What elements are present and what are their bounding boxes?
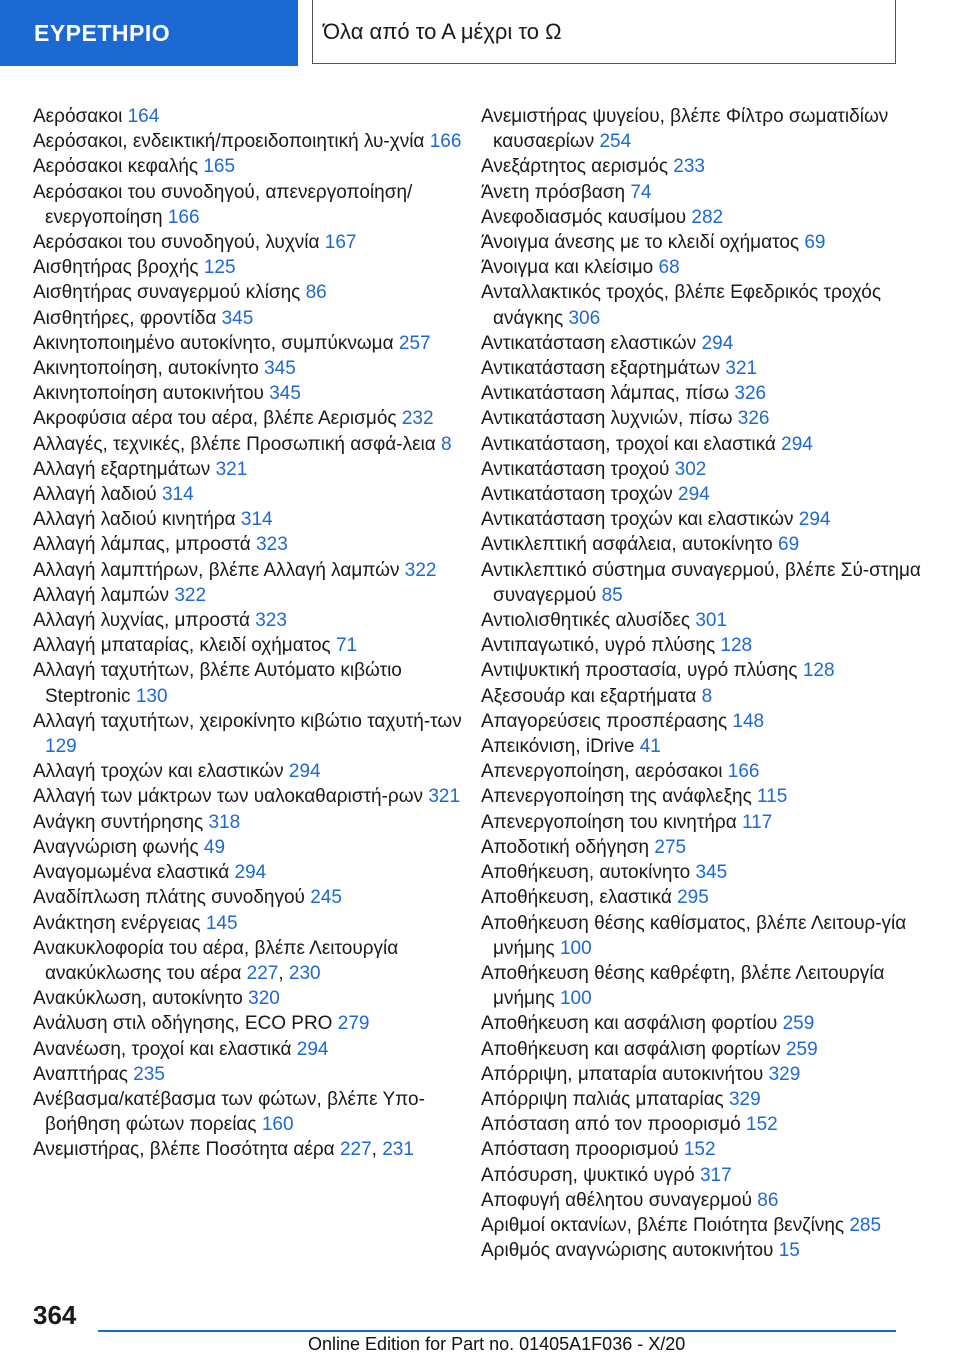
index-entry [33,532,473,557]
index-entry [481,911,921,961]
index-term: Αποθήκευση θέσης καθρέφτη, βλέπε Λειτουργία μνήμης [481,962,885,1010]
index-entry [481,734,921,759]
index-entry [33,432,473,457]
page-link[interactable]: 301 [695,610,728,632]
page-link[interactable]: 345 [221,307,254,329]
page-link[interactable]: 232 [401,408,434,430]
index-term: Αποθήκευση, ελαστικά [481,887,678,909]
index-entry [481,432,921,457]
page-link[interactable]: 235 [133,1063,165,1085]
index-term: Αντικλεπτική ασφάλεια, αυτοκίνητο [481,534,779,556]
index-term: Απενεργοποίηση, αερόσακοι [481,761,728,783]
index-entry [481,381,921,406]
page-link[interactable]: 279 [337,1013,370,1035]
index-term: Ακινητοποίηση, αυτοκίνητο [33,358,265,380]
index-entry [33,633,473,658]
index-entry [33,1011,473,1036]
page-link[interactable]: 68 [658,257,680,279]
index-term: Αερόσακοι κεφαλής [33,156,204,178]
index-term: Αλλαγή εξαρτημάτων [33,458,216,480]
page-link[interactable]: 257 [398,332,431,354]
index-term: Αντικατάσταση εξαρτημάτων [481,358,726,380]
index-entry [481,230,921,255]
page-link[interactable]: 69 [778,534,800,556]
index-term: Αλλαγή λαμπτήρων, βλέπε Αλλαγή λαμπών [33,559,405,581]
index-term: Αξεσουάρ και εξαρτήματα [481,685,702,707]
index-term: Αισθητήρας συναγερμού κλίσης [33,282,306,304]
page-link[interactable]: 306 [568,307,601,329]
index-term: Απόρριψη, μπαταρία αυτοκινήτου [481,1063,769,1085]
index-entry [481,154,921,179]
index-entry [33,835,473,860]
index-entry [481,280,921,330]
page-link[interactable]: 166 [727,761,760,783]
index-entry [33,885,473,910]
index-term: Αλλαγή λαδιού [33,484,162,506]
page-link[interactable]: 345 [264,358,296,380]
page-link[interactable]: 323 [256,534,288,556]
page-link[interactable]: 41 [639,736,661,758]
index-entry [33,255,473,280]
page-link[interactable]: 314 [240,509,273,531]
page-link[interactable]: 152 [683,1139,716,1161]
index-term: Αριθμοί οκτανίων, βλέπε Ποιότητα βενζίνης [481,1214,850,1236]
page-link[interactable]: 318 [208,811,241,833]
index-term: Αλλαγή των μάκτρων των υαλοκαθαριστή‐ρων [33,786,429,808]
index-term: Αποθήκευση και ασφάλιση φορτίου [481,1013,783,1035]
page-link[interactable]: 245 [310,887,342,909]
index-entry [33,381,473,406]
index-entry [481,406,921,431]
index-term: Αλλαγή μπαταρίας, κλειδί οχήματος [33,635,336,657]
index-entry [33,784,473,809]
index-entry [481,104,921,154]
page-link[interactable]: 8 [701,685,713,707]
page-link[interactable]: 167 [324,232,357,254]
page-link[interactable]: 230 [288,962,321,984]
index-entry [33,457,473,482]
page-link[interactable]: 86 [757,1189,779,1211]
index-entry [33,306,473,331]
index-entry [33,911,473,936]
page-link[interactable]: 166 [429,131,462,153]
index-entry [33,709,473,759]
page-link[interactable]: 259 [782,1013,815,1035]
index-term: Απόσταση από τον προορισμό [481,1114,746,1136]
page-separator: , [371,1139,383,1161]
index-term: Αλλαγές, τεχνικές, βλέπε Προσωπική ασφά‐λεια [33,433,442,455]
index-entry [33,583,473,608]
index-entry [33,810,473,835]
index-term: Αντιπαγωτικό, υγρό πλύσης [481,635,721,657]
index-entry [481,1087,921,1112]
page-link[interactable]: 326 [734,383,767,405]
page-link[interactable]: 345 [269,383,301,405]
index-entry [481,356,921,381]
index-term: Αντιολισθητικές αλυσίδες [481,610,696,632]
index-term: Αναπτήρας [33,1063,134,1085]
page-link[interactable]: 227 [246,962,279,984]
index-entry [33,356,473,381]
index-entry [33,1062,473,1087]
page-link[interactable]: 294 [798,509,831,531]
index-term: Αριθμός αναγνώρισης αυτοκινήτου [481,1240,779,1262]
index-term: Απενεργοποίηση της ανάφλεξης [481,786,758,808]
index-entry [33,658,473,708]
index-term: Άνοιγμα άνεσης με το κλειδί οχήματος [481,232,805,254]
index-term: Αντικατάσταση λάμπας, πίσω [481,383,735,405]
page-link[interactable]: 329 [728,1088,761,1110]
index-entry [33,936,473,986]
index-entry [481,810,921,835]
page-link[interactable]: 231 [382,1139,414,1161]
page-link[interactable]: 326 [737,408,770,430]
index-entry [481,684,921,709]
index-entry [481,205,921,230]
page-link[interactable]: 130 [135,685,168,707]
index-entry [481,633,921,658]
index-term: Αντικατάσταση ελαστικών [481,332,702,354]
index-term: Ανακυκλοφορία του αέρα, βλέπε Λειτουργία ανακύκλωσης του αέρα [33,937,399,984]
index-term: Αερόσακοι [33,106,128,127]
index-term: Αντιψυκτική προστασία, υγρό πλύσης [481,660,803,682]
index-entry [33,1137,473,1162]
page-link[interactable]: 254 [599,131,632,153]
page-link[interactable]: 166 [167,206,200,228]
page-link[interactable]: 294 [701,332,734,354]
index-entry [481,1238,921,1263]
index-entry [33,1087,473,1137]
page-link[interactable]: 323 [255,610,287,632]
page-link[interactable]: 227 [339,1139,372,1161]
page-link[interactable]: 321 [215,458,248,480]
page-link[interactable]: 317 [699,1164,732,1186]
page-number: 364 [33,1300,77,1330]
index-term: Αισθητήρας βροχής [33,257,204,279]
index-term: Απόσταση προορισμού [481,1139,684,1161]
index-entry [481,331,921,356]
page-link[interactable]: 294 [234,862,267,884]
index-entry [481,180,921,205]
index-term: Αντικατάσταση τροχού [481,458,675,480]
index-term: Αντικατάσταση τροχών και ελαστικών [481,509,799,531]
page-link[interactable]: 314 [161,484,194,506]
page-link[interactable]: 275 [654,836,687,858]
index-term: Αερόσακοι, ενδεικτική/προειδοποιητική λυ‐χνία [33,131,430,153]
index-entry [33,507,473,532]
index-entry [481,1188,921,1213]
index-term: Απενεργοποίηση του κινητήρα [481,811,742,833]
index-term: Αναγνώριση φωνής [33,836,204,858]
page-link[interactable]: 329 [768,1063,801,1085]
index-term: Αποδοτική οδήγηση [481,836,655,858]
index-entry [33,129,473,154]
index-term: Απαγορεύσεις προσπέρασης [481,710,733,732]
index-entry [33,230,473,255]
index-term: Ανεμιστήρας, βλέπε Ποσότητα αέρα [33,1139,340,1161]
index-term: Αερόσακοι του συνοδηγού, λυχνία [33,232,325,254]
index-entry [481,1011,921,1036]
index-entry [481,507,921,532]
page-link[interactable]: 74 [630,181,652,203]
index-term: Αλλαγή λαμπών [33,584,175,606]
index-entry [33,280,473,305]
page-link[interactable]: 145 [205,912,238,934]
index-entry [481,1163,921,1188]
index-term: Αναδίπλωση πλάτης συνοδηγού [33,887,311,909]
index-term: Αλλαγή ταχυτήτων, χειροκίνητο κιβώτιο ταχυτή‐των [33,710,462,732]
page-link[interactable]: 128 [720,635,753,657]
index-term: Αντικατάσταση, τροχοί και ελαστικά [481,433,782,455]
index-term: Ανεμιστήρας ψυγείου, βλέπε Φίλτρο σωματιδίων καυσαερίων [481,106,889,153]
page-link[interactable]: 128 [802,660,835,682]
index-term: Αερόσακοι του συνοδηγού, απενεργοποίηση/ενεργοποίηση [33,181,413,228]
index-entry [481,835,921,860]
page-link[interactable]: 69 [804,232,826,254]
page-link[interactable]: 321 [428,786,461,808]
index-term: Αντικατάσταση τροχών [481,484,678,506]
index-entry [481,608,921,633]
page-link[interactable]: 86 [305,282,327,304]
index-entry [481,759,921,784]
index-term: Άνοιγμα και κλείσιμο [481,257,659,279]
index-entry [33,759,473,784]
page-link[interactable]: 8 [441,433,452,455]
index-term: Ανεξάρτητος αερισμός [481,156,674,178]
page-link[interactable]: 85 [601,584,623,606]
page-link[interactable]: 100 [559,937,592,959]
page-link[interactable]: 295 [677,887,709,909]
page-link[interactable]: 115 [757,786,788,808]
page-link[interactable]: 164 [127,106,160,127]
index-entry [481,784,921,809]
index-term: Απεικόνιση, iDrive [481,736,640,758]
index-term: Αισθητήρες, φροντίδα [33,307,222,329]
index-entry [33,482,473,507]
index-term: Απόσυρση, ψυκτικό υγρό [481,1164,700,1186]
index-term: Αντικλεπτικό σύστημα συναγερμού, βλέπε Σύ‐στημα συναγερμού [481,559,921,606]
page-link[interactable]: 148 [732,710,765,732]
page-link[interactable]: 71 [335,635,358,657]
index-term: Αλλαγή λάμπας, μπροστά [33,534,257,556]
page-link[interactable]: 129 [45,736,77,758]
index-term: Αποθήκευση, αυτοκίνητο [481,862,696,884]
index-term: Ακροφύσια αέρα του αέρα, βλέπε Αερισμός [33,408,402,430]
page-link[interactable]: 233 [673,156,705,178]
index-entry [481,1137,921,1162]
index-term: Ανεφοδιασμός καυσίμου [481,206,692,228]
index-term: Αντικατάσταση λυχνιών, πίσω [481,408,738,430]
page-link[interactable]: 320 [248,988,280,1010]
index-entry [481,860,921,885]
page-link[interactable]: 322 [404,559,437,581]
index-entry [481,1213,921,1238]
section-subtitle: Όλα από το Α μέχρι το Ω [312,0,896,64]
page-link[interactable]: 49 [203,836,226,858]
page-link[interactable]: 259 [785,1038,818,1060]
page-link[interactable]: 322 [174,584,207,606]
index-entry [33,558,473,583]
page-link[interactable]: 100 [559,988,592,1010]
index-term: Απόρριψη παλιάς μπαταρίας [481,1088,729,1110]
index-term: Ανανέωση, τροχοί και ελαστικά [33,1038,297,1060]
index-term: Ανάγκη συντήρησης [33,811,209,833]
index-entry [481,961,921,1011]
page-link[interactable]: 165 [203,156,236,178]
index-entry [481,532,921,557]
index-entry [33,406,473,431]
page-link[interactable]: 294 [288,761,321,783]
page-link[interactable]: 321 [725,358,758,380]
section-tab: ΕΥΡΕΤΗΡΙΟ [0,0,298,66]
index-entry [481,885,921,910]
page-link[interactable]: 294 [296,1038,329,1060]
index-term: Ανακύκλωση, αυτοκίνητο [33,988,249,1010]
index-term: Αλλαγή λυχνίας, μπροστά [33,610,256,632]
index-entry [481,482,921,507]
index-term: Αλλαγή λαδιού κινητήρα [33,509,241,531]
index-entry [33,986,473,1011]
index-entry [481,255,921,280]
index-term: Αποφυγή αθέλητου συναγερμού [481,1189,758,1211]
page-link[interactable]: 15 [778,1240,800,1262]
index-term: Αποθήκευση και ασφάλιση φορτίων [481,1038,786,1060]
index-entry [33,154,473,179]
index-term: Αλλαγή τροχών και ελαστικών [33,761,289,783]
index-term: Ανάλυση στιλ οδήγησης, ECO PRO [33,1013,338,1035]
index-entry [481,1037,921,1062]
page-link[interactable]: 152 [746,1114,778,1136]
page-link[interactable]: 160 [261,1114,294,1136]
page-link[interactable]: 117 [742,811,773,833]
index-entry [33,860,473,885]
index-term: Άνετη πρόσβαση [481,181,631,203]
index-entry [481,709,921,734]
index-entry [481,558,921,608]
index-column-right [481,104,921,1263]
page-link[interactable]: 302 [674,458,707,480]
index-term: Αλλαγή ταχυτήτων, βλέπε Αυτόματο κιβώτιο Steptronic [33,660,402,707]
index-term: Αποθήκευση θέσης καθίσματος, βλέπε Λειτουρ‐γία μνήμης [481,912,907,959]
page-header [0,0,960,66]
index-term: Αναγομωμένα ελαστικά [33,862,235,884]
index-entry [33,180,473,230]
index-entry [481,1062,921,1087]
page-link[interactable]: 125 [203,257,236,279]
index-term: Ανάκτηση ενέργειας [33,912,206,934]
page-link[interactable]: 294 [678,484,710,506]
index-entry [33,608,473,633]
index-term: Ακινητοποιημένο αυτοκίνητο, συμπύκνωμα [33,332,399,354]
index-term: Ανταλλακτικός τροχός, βλέπε Εφεδρικός τροχός ανάγκης [481,282,882,329]
index-term: Ακινητοποίηση αυτοκινήτου [33,383,270,405]
index-entry [481,457,921,482]
index-term: Ανέβασμα/κατέβασμα των φώτων, βλέπε Υπο‐βοήθηση φώτων πορείας [33,1088,425,1136]
index-entry [33,331,473,356]
page-separator: , [278,962,289,984]
index-entry [481,658,921,683]
page-link[interactable]: 285 [849,1214,882,1236]
footer-divider [98,1330,896,1332]
index-column-left [33,104,473,1163]
index-entry [33,104,473,129]
page-link[interactable]: 345 [695,862,728,884]
footer-edition: Online Edition for Part no. 01405A1F036 - X/20 [308,1334,686,1354]
page-link[interactable]: 294 [781,433,813,455]
index-entry [33,1037,473,1062]
page-link[interactable]: 282 [691,206,724,228]
index-entry [481,1112,921,1137]
